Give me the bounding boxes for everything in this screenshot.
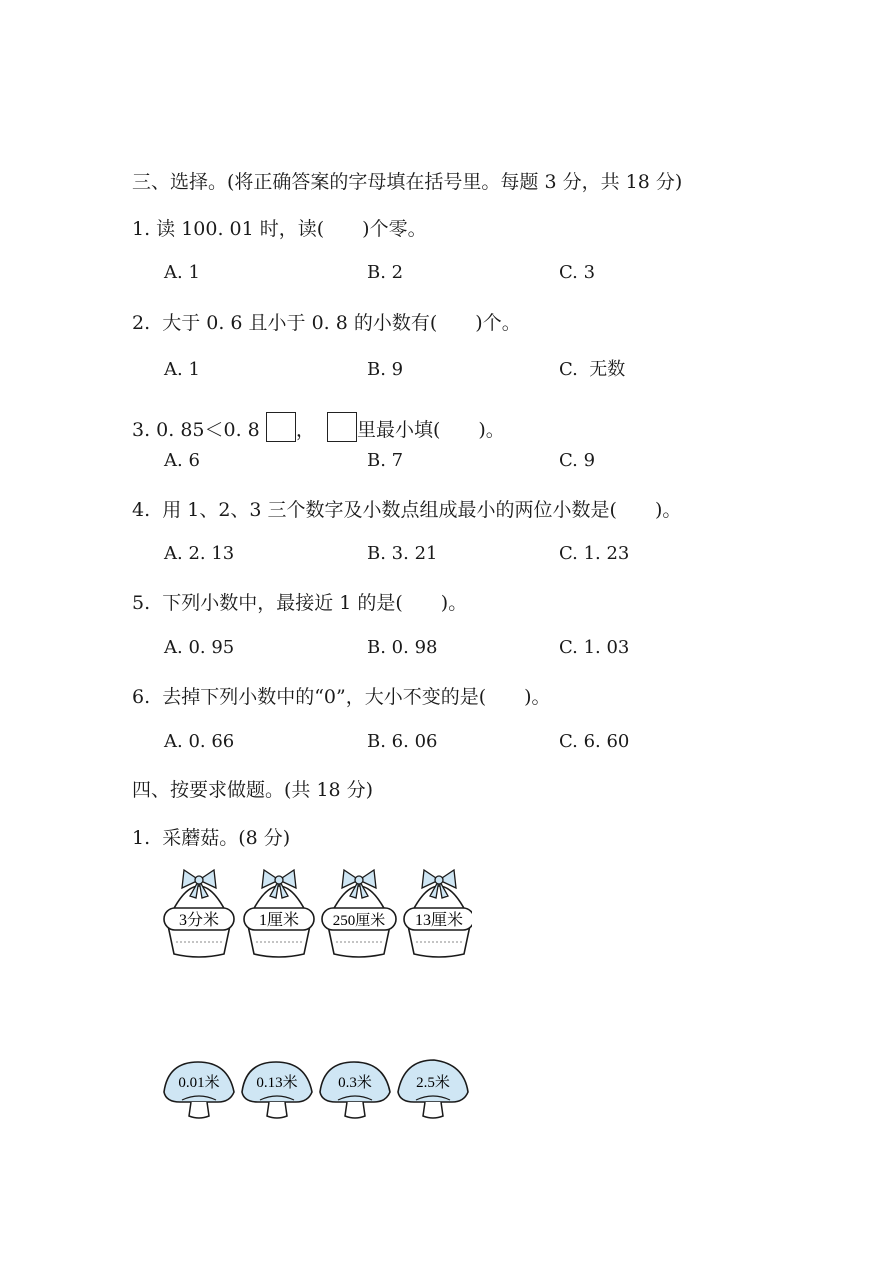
mushroom-label: 0.3米 bbox=[338, 1075, 372, 1091]
mushroom-stem-icon bbox=[267, 1102, 287, 1118]
question-4-stem: 4. 用 1、2、3 三个数字及小数点组成最小的两位小数是( )。 bbox=[132, 499, 682, 521]
q1-option-a: A. 1 bbox=[164, 262, 200, 283]
mushroom-label: 0.13米 bbox=[256, 1075, 298, 1091]
mushroom-label: 2.5米 bbox=[416, 1075, 450, 1091]
section-4-title: 四、按要求做题。(共 18 分) bbox=[132, 779, 374, 801]
q6-option-b: B. 6. 06 bbox=[367, 731, 438, 752]
mushroom-label: 0.01米 bbox=[178, 1075, 220, 1091]
q3-option-a: A. 6 bbox=[164, 450, 200, 471]
q3-stem-prefix: 3. 0. 85＜0. 8 bbox=[132, 419, 260, 441]
q3-stem-suffix: 里最小填( )。 bbox=[356, 419, 505, 441]
q4-option-c: C. 1. 23 bbox=[559, 543, 630, 564]
question-3-stem bbox=[132, 412, 505, 442]
answer-box bbox=[266, 412, 296, 442]
basket-1 bbox=[164, 870, 234, 957]
q4-option-a: A. 2. 13 bbox=[164, 543, 235, 564]
question-1-stem: 1. 读 100. 01 时，读( )个零。 bbox=[132, 218, 427, 240]
mushroom-stem-icon bbox=[345, 1102, 365, 1118]
q6-option-a: A. 0. 66 bbox=[164, 731, 235, 752]
basket-label: 13厘米 bbox=[414, 912, 464, 929]
basket-3 bbox=[322, 870, 396, 957]
mushroom-3 bbox=[320, 1062, 390, 1118]
q5-option-a: A. 0. 95 bbox=[164, 637, 235, 658]
q2-option-b: B. 9 bbox=[367, 359, 404, 380]
q2-option-a: A. 1 bbox=[164, 359, 200, 380]
q2-option-c: C. 无数 bbox=[559, 359, 626, 380]
q1-option-b: B. 2 bbox=[367, 262, 404, 283]
q3-option-c: C. 9 bbox=[559, 450, 596, 471]
q3-stem-comma: ， bbox=[295, 419, 315, 441]
q1-option-c: C. 3 bbox=[559, 262, 596, 283]
question-5-stem: 5. 下列小数中，最接近 1 的是( )。 bbox=[132, 592, 468, 614]
mushroom-2 bbox=[242, 1062, 312, 1118]
mushroom-group bbox=[160, 1058, 472, 1122]
question-6-stem: 6. 去掉下列小数中的“0”，大小不变的是( )。 bbox=[132, 686, 551, 708]
basket-4 bbox=[404, 870, 472, 957]
answer-box bbox=[327, 412, 357, 442]
q4-option-b: B. 3. 21 bbox=[367, 543, 438, 564]
q3-option-b: B. 7 bbox=[367, 450, 404, 471]
q5-option-b: B. 0. 98 bbox=[367, 637, 438, 658]
q6-option-c: C. 6. 60 bbox=[559, 731, 630, 752]
mushroom-stem-icon bbox=[423, 1102, 443, 1118]
basket-label: 250厘米 bbox=[332, 913, 386, 929]
question-2-stem: 2. 大于 0. 6 且小于 0. 8 的小数有( )个。 bbox=[132, 312, 521, 334]
basket-group bbox=[160, 866, 472, 960]
question-4-1-stem: 1. 采蘑菇。(8 分) bbox=[132, 827, 291, 849]
mushroom-4 bbox=[398, 1060, 468, 1118]
basket-label: 1厘米 bbox=[258, 912, 300, 929]
mushroom-stem-icon bbox=[189, 1102, 209, 1118]
section-3-title: 三、选择。(将正确答案的字母填在括号里。每题 3 分，共 18 分) bbox=[132, 171, 683, 193]
mushroom-1 bbox=[164, 1062, 234, 1118]
q5-option-c: C. 1. 03 bbox=[559, 637, 630, 658]
basket-label: 3分米 bbox=[178, 912, 220, 929]
basket-2 bbox=[244, 870, 314, 957]
